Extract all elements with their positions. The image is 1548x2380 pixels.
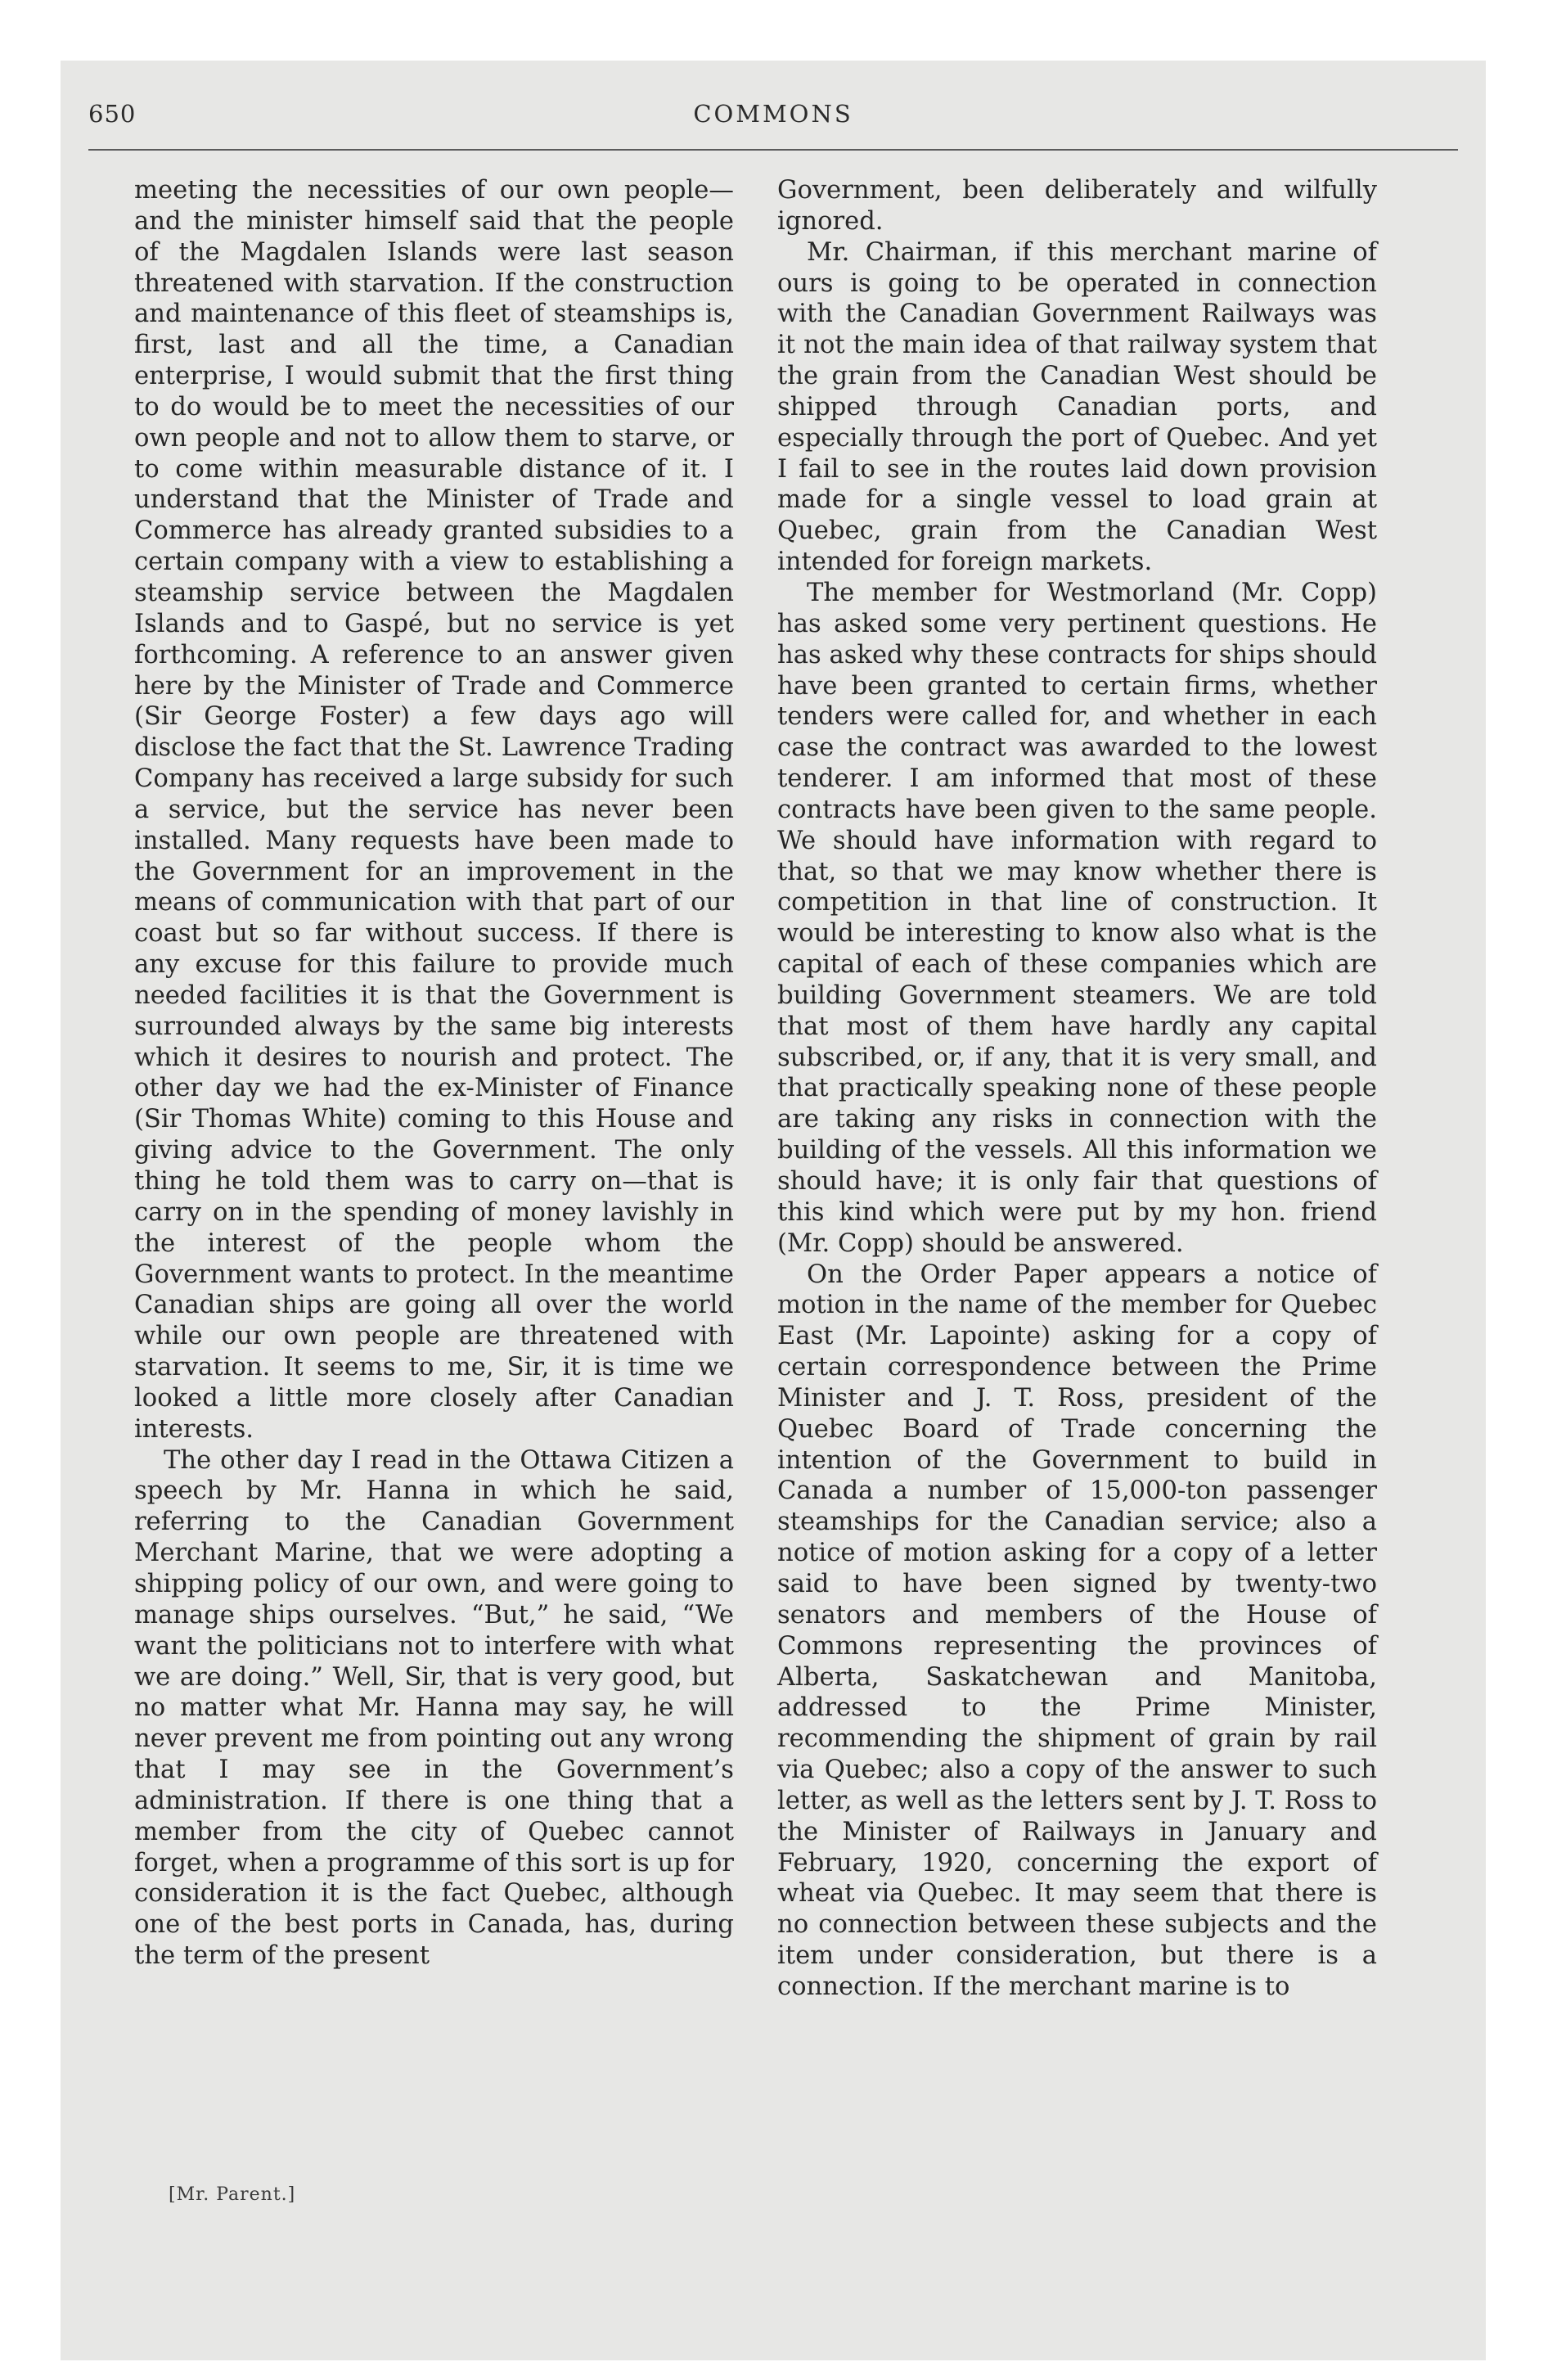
page-number: 650 (88, 100, 137, 128)
paragraph: The other day I read in the Ottawa Citizen a speech by Mr. Hanna in which he said, referring to the Canadian Government Merchant Marine, that we were adopting a shipping policy of our own, and were going to manage ships ourselves. “But,” he said, “We want the politicians not to interfere with what we are doing.” Well, Sir, that is very good, but no matter what Mr. Hanna may say, he will never prevent me from pointing out any wrong that I may see in the Government’s administration. If there is one thing that a member from the city of Quebec cannot forget, when a programme of this sort is up for consideration it is the fact Quebec, although one of the best ports in Canada, has, during the term of the present (134, 1445, 734, 1971)
paragraph: Government, been deliberately and wilfully ignored. (777, 176, 1377, 236)
page-header (61, 100, 1486, 141)
scanned-page (61, 61, 1486, 2360)
right-column (777, 175, 1377, 2003)
paragraph: Mr. Chairman, if this merchant marine of ours is going to be operated in connection with the Canadian Government Railways was it not the main idea of that railway system that the grain from the Canadian West should be shipped through Canadian ports, and especially through the port of Quebec. And yet I fail to see in the routes laid down provision made for a single vessel to load grain at Quebec, grain from the Canadian West intended for foreign markets. (777, 237, 1377, 577)
left-column (134, 175, 734, 1972)
paragraph: The member for Westmorland (Mr. Copp) has asked some very pertinent questions. He has asked why these contracts for ships should have been granted to certain firms, whether tenders were called for, and whether in each case the contract was awarded to the lowest tenderer. I am informed that most of these contracts have been given to the same people. We should have information with regard to that, so that we may know whether there is competition in that line of construction. It would be interesting to know also what is the capital of each of these companies which are building Government steamers. We are told that most of them have hardly any capital subscribed, or, if any, that it is very small, and that practically speaking none of these people are taking any risks in connection with the building of the vessels. All this information we should have; it is only fair that questions of this kind which were put by my hon. friend (Mr. Copp) should be answered. (777, 578, 1377, 1258)
paragraph: On the Order Paper appears a notice of motion in the name of the member for Quebec East (Mr. Lapointe) asking for a copy of certain correspondence between the Prime Minister and J. T. Ross, president of the Quebec Board of Trade concerning the intention of the Government to build in Canada a number of 15,000-ton passenger steamships for the Canadian service; also a notice of motion asking for a copy of a letter said to have been signed by twenty-two senators and members of the House of Commons representing the provinces of Alberta, Saskatchewan and Manitoba, addressed to the Prime Minister, recommending the shipment of grain by rail via Quebec; also a copy of the answer to such letter, as well as the letters sent by J. T. Ross to the Minister of Railways in January and February, 1920, concerning the export of wheat via Quebec. It may seem that there is no connection between these subjects and the item under consideration, but there is a connection. If the merchant marine is to (777, 1260, 1377, 2001)
speaker-attribution: [Mr. Parent.] (169, 2184, 296, 2205)
header-rule (88, 149, 1458, 151)
running-title: COMMONS (693, 100, 853, 128)
paragraph: meeting the necessities of our own people—and the minister himself said that the people of the Magdalen Islands were last season threatened with starvation. If the construction and maintenance of this fleet of steamships is, first, last and all the time, a Canadian enterprise, I would submit that the first thing to do would be to meet the necessities of our own people and not to allow them to starve, or to come within measurable distance of it. I understand that the Minister of Trade and Commerce has already granted subsidies to a certain company with a view to establishing a steamship service between the Magdalen Islands and to Gaspé, but no service is yet forthcoming. A reference to an answer given here by the Minister of Trade and Commerce (Sir George Foster) a few days ago will disclose the fact that the St. Lawrence Trading Company has received a large subsidy for such a service, but the service has never been installed. Many requests have been made to the Government for an improvement in the means of communication with that part of our coast but so far without success. If there is any excuse for this failure to provide much needed facilities it is that the Government is surrounded always by the same big interests which it desires to nourish and protect. The other day we had the ex-Minister of Finance (Sir Thomas White) coming to this House and giving advice to the Government. The only thing he told them was to carry on—that is carry on in the spending of money lavishly in the interest of the people whom the Government wants to protect. In the meantime Canadian ships are going all over the world while our own people are threatened with starvation. It seems to me, Sir, it is time we looked a little more closely after Canadian interests. (134, 176, 734, 1444)
